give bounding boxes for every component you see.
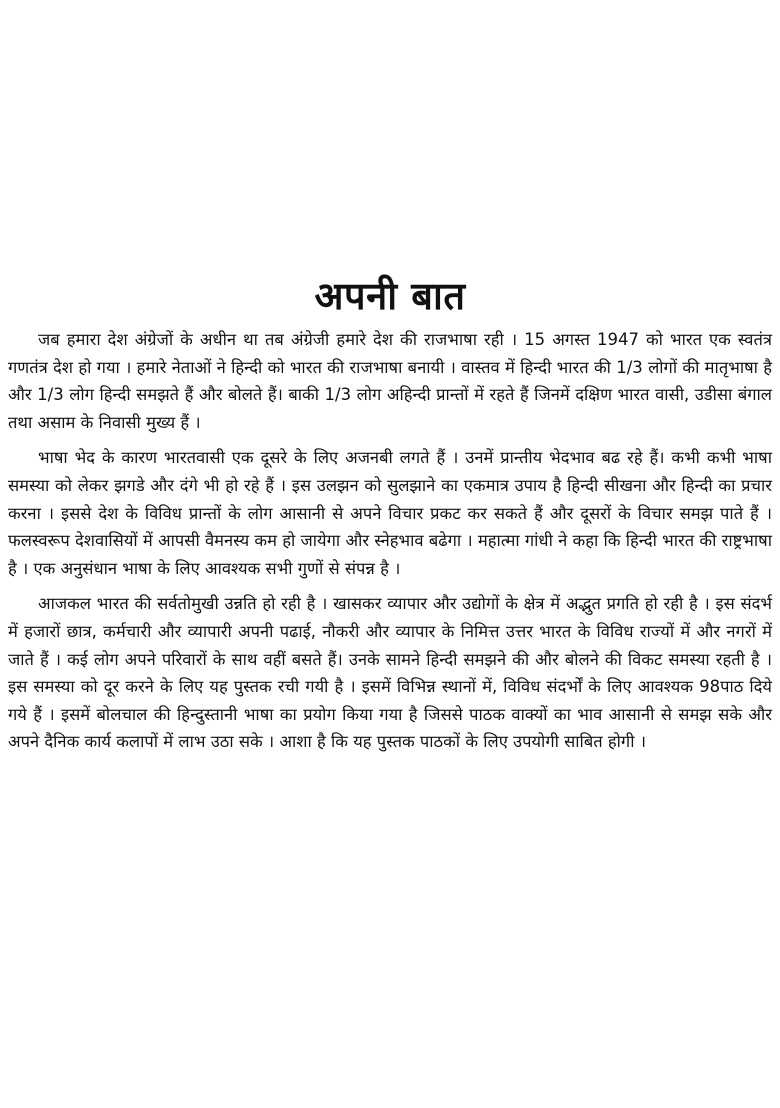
page-title: अपनी बात <box>314 274 466 318</box>
paragraph-3: आजकल भारत की सर्वतोमुखी उन्नति हो रही है । खासकर व्यापार और उद्योगों के क्षेत्र में अद्भुत प्रगति हो रही है । इस संदर्भ में हजारों छात्र, कर्मचारी और व्यापारी अपनी पढाई, नौकरी और व्यापार के निमित्त उत्तर भारत के विविध राज्यों में और नगरों में जाते हैं । कई लोग अपने परिवारों के साथ वहीं बसते हैं। उनके सामने हिन्दी समझने की और बोलने की विकट समस्या रहती है । इस समस्या को दूर करने के लिए यह पुस्तक रची गयी है । इसमें विभिन्न स्थानों में, विविध संदर्भों के लिए आवश्यक 98पाठ दिये गये हैं । इसमें बोलचाल की हिन्दुस्तानी भाषा का प्रयोग किया गया है जिससे पाठक वाक्यों का भाव आसानी से समझ सके और अपने दैनिक कार्य कलापों में लाभ उठा सके । आशा है कि यह पुस्तक पाठकों के लिए उपयोगी साबित होगी । <box>8 594 772 752</box>
body-text <box>8 326 772 764</box>
paragraph-2: भाषा भेद के कारण भारतवासी एक दूसरे के लिए अजनबी लगते हैं । उनमें प्रान्तीय भेदभाव बढ रहे हैं। कभी कभी भाषा समस्या को लेकर झगडे और दंगे भी हो रहे हैं । इस उलझन को सुलझाने का एकमात्र उपाय है हिन्दी सीखना और हिन्दी का प्रचार करना । इससे देश के विविध प्रान्तों के लोग आसानी से अपने विचार प्रकट कर सकते हैं और दूसरों के विचार समझ पाते हैं । फलस्वरूप देशवासियों में आपसी वैमनस्य कम हो जायेगा और स्नेहभाव बढेगा । महात्मा गांधी ने कहा कि हिन्दी भारत की राष्ट्रभाषा है । एक अनुसंधान भाषा के लिए आवश्यक सभी गुणों से संपन्न है । <box>8 448 772 578</box>
paragraph-1: जब हमारा देश अंग्रेजों के अधीन था तब अंग्रेजी हमारे देश की राजभाषा रही । 15 अगस्त 1947 को भारत एक स्वतंत्र गणतंत्र देश हो गया । हमारे नेताओं ने हिन्दी को भारत की राजभाषा बनायी । वास्तव में हिन्दी भारत की 1/3 लोगों की मातृभाषा है और 1/3 लोग हिन्दी समझते हैं और बोलते हैं। बाकी 1/3 लोग अहिन्दी प्रान्तों में रहते हैं जिनमें दक्षिण भारत वासी, उडीसा बंगाल तथा असाम के निवासी मुख्य हैं । <box>8 330 772 432</box>
